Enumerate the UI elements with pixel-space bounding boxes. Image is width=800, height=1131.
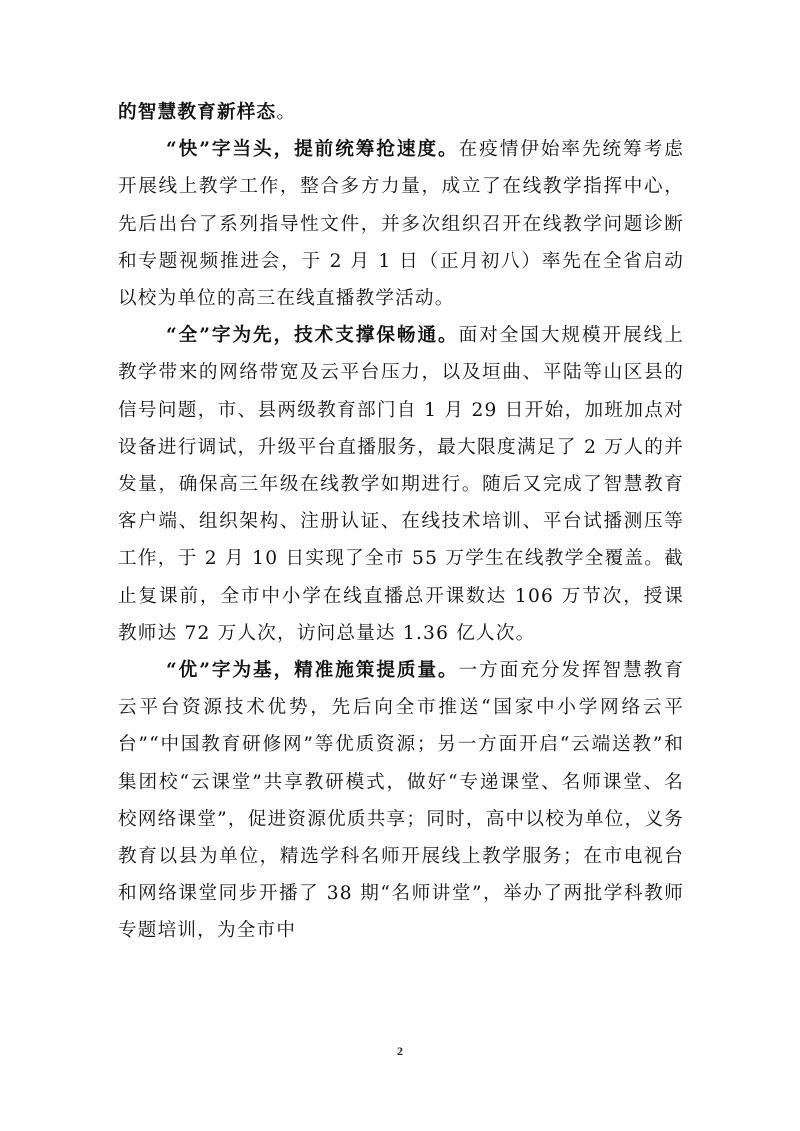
paragraph-body: 在疫情伊始率先统筹考虑开展线上教学工作，整合多方力量，成立了在线教学指挥中心，先后出台了系列指导性文件，并多次组织召开在线教学问题诊断和专题视频推进会，于 2 月 1 日（正月初八）率先在全省启动以校为单位的高三在线直播教学活动。 [118, 139, 685, 310]
page-number: 2 [397, 1044, 403, 1058]
paragraph-lead: “全”字为先，技术支撑保畅通。 [166, 325, 459, 347]
paragraph-body: 面对全国大规模开展线上教学带来的网络带宽及云平台压力，以及垣曲、平陆等山区县的信号问题，市、县两级教育部门自 1 月 29 日开始，加班加点对设备进行调试，升级平台直播服务，最大限度满足了 2 万人的并发量，确保高三年级在线教学如期进行。随后又完成了智慧教育客户端、组织架构、注册认证、在线技术培训、平台试播测压等工作，于 2 月 10 日实现了全市 55 万学生在线教学全覆盖。截止复课前，全市中小学在线直播总开课数达 106 万节次，授课教师达 72 万人次，访问总量达 1.36 亿人次。 [118, 325, 685, 644]
body-text [118, 94, 684, 950]
paragraph-body: 。 [276, 102, 297, 123]
paragraph-you [118, 652, 684, 950]
paragraph-quan [118, 317, 684, 652]
paragraph-lead: “优”字为基，精准施策提质量。 [166, 660, 459, 682]
paragraph-continuation [118, 94, 684, 131]
paragraph-lead: 的智慧教育新样态 [118, 102, 277, 123]
paragraph-kuai [118, 131, 684, 317]
paragraph-lead: “快”字当头，提前统筹抢速度。 [166, 139, 459, 161]
paragraph-body: 一方面充分发挥智慧教育云平台资源技术优势，先后向全市推送“国家中小学网络云平台”“中国教育研修网”等优质资源；另一方面开启“云端送教”和集团校“云课堂”共享教研模式，做好“专递课堂、名师课堂、名校网络课堂”，促进资源优质共享；同时，高中以校为单位，义务教育以县为单位，精选学科名师开展线上教学服务；在市电视台和网络课堂同步开播了 38 期“名师讲堂”，举办了两批学科教师专题培训，为全市中 [118, 660, 685, 942]
